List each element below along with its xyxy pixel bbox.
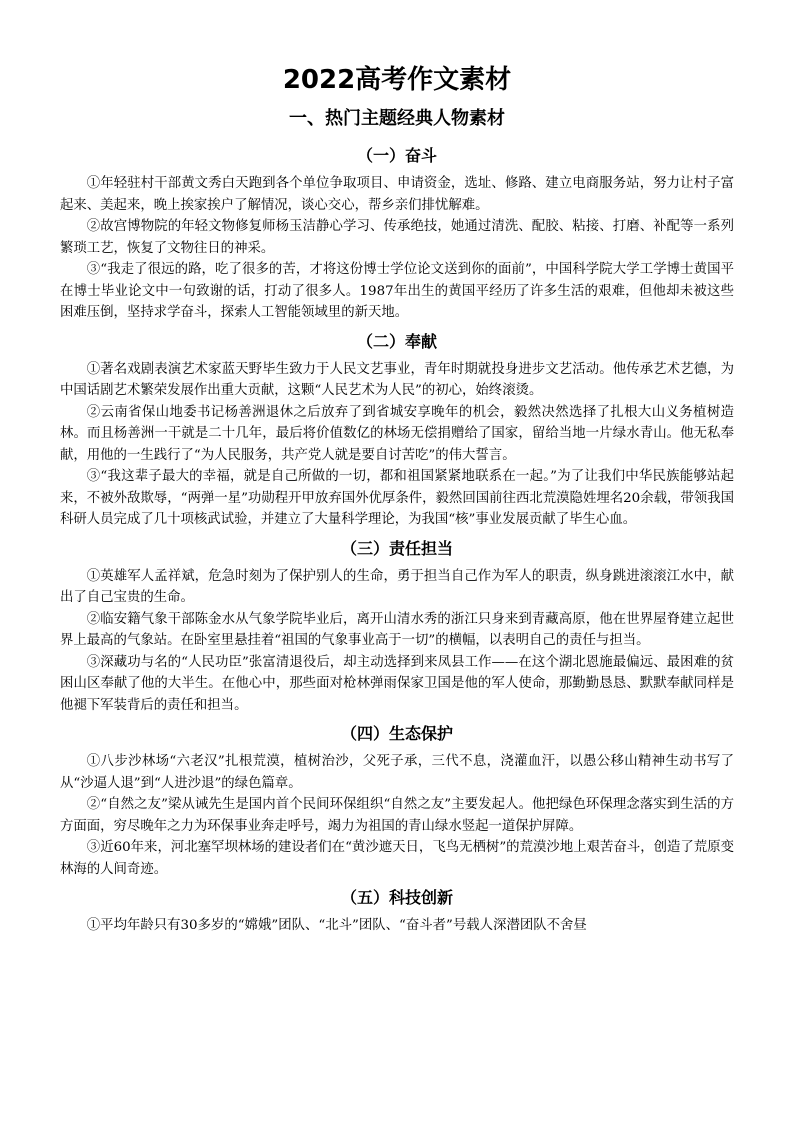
paragraph: ②临安籍气象干部陈金水从气象学院毕业后，离开山清水秀的浙江只身来到青藏高原，他在世界屋脊建立起世界上最高的气象站。在卧室里悬挂着“祖国的气象事业高于一切”的横幅，以表明自己的责任与担当。 [60,611,734,648]
paragraph: ①英雄军人孟祥斌，危急时刻为了保护别人的生命，勇于担当自己作为军人的职责，纵身跳进滚滚江水中，献出了自己宝贵的生命。 [60,568,734,605]
document-page [60,62,734,937]
part-heading: 一、热门主题经典人物素材 [289,108,505,129]
paragraph: ②故宫博物院的年轻文物修复师杨玉洁静心学习、传承绝技，她通过清洗、配胶、粘接、打磨、补配等一系列繁琐工艺，恢复了文物往日的神采。 [60,219,734,256]
paragraph: ③深藏功与名的“人民功臣”张富清退役后，却主动选择到来凤县工作——在这个湖北恩施最偏远、最困难的贫困山区奉献了他的大半生。在他心中，那些面对枪林弹雨保家卫国是他的军人使命，那勤勤恳恳、默默奉献同样是他褪下军装背后的责任和担当。 [60,654,734,713]
section-heading: （三）责任担当 [340,538,453,558]
section-struggle [60,144,734,324]
section-dedication [60,330,734,531]
section-responsibility [60,537,734,717]
paragraph: ①著名戏剧表演艺术家蓝天野毕生致力于人民文艺事业，青年时期就投身进步文艺活动。他传承艺术艺德，为中国话剧艺术繁荣发展作出重大贡献，这颗“人民艺术为人民”的初心，始终滚烫。 [60,361,734,398]
section-heading: （四）生态保护 [340,724,453,743]
paragraph: ③“我这辈子最大的幸福，就是自己所做的一切，都和祖国紧紧地联系在一起。”为了让我们中华民族能够站起来，不被外敌欺辱，“两弹一星”功勋程开甲放弃国外优厚条件，毅然回国前往西北荒漠隐姓埋名20余载，带领我国科研人员完成了几十项核武试验，并建立了大量科学理论，为我国“核”事业发展贡献了毕生心血。 [60,469,734,527]
section-heading: （一）奋斗 [356,146,437,165]
section-heading: （五）科技创新 [340,888,453,907]
section-innovation [60,886,734,937]
section-heading: （二）奉献 [356,331,437,351]
section-ecology [60,722,734,880]
paragraph: ①平均年龄只有30多岁的“嫦娥”团队、“北斗”团队、“奋斗者”号载人深潜团队不舍昼 [86,918,587,933]
paragraph: ③“我走了很远的路，吃了很多的苦，才将这份博士学位论文送到你的面前”，中国科学院大学工学博士黄国平在博士毕业论文中一句致谢的话，打动了很多人。1987年出生的黄国平经历了许多生活的艰难，但他却未被这些困难压倒，坚持求学奋斗，探索人工智能领域里的新天地。 [60,262,734,320]
paragraph: ①年轻驻村干部黄文秀白天跑到各个单位争取项目、申请资金，选址、修路、建立电商服务站，努力让村子富起来、美起来，晚上挨家挨户了解情况，谈心交心，帮乡亲们排忧解难。 [60,176,734,213]
paragraph: ①八步沙林场“六老汉”扎根荒漠，植树治沙，父死子承，三代不息，浇灌血汗，以愚公移山精神生动书写了从“沙逼人退”到“人进沙退”的绿色篇章。 [60,754,734,791]
paragraph: ②云南省保山地委书记杨善洲退休之后放弃了到省城安享晚年的机会，毅然决然选择了扎根大山义务植树造林。而且杨善洲一干就是二十几年，最后将价值数亿的林场无偿捐赠给了国家，留给当地一片绿水青山。他无私奉献，用他的一生践行了“为人民服务，共产党人就是要自讨苦吃”的伟大誓言。 [60,404,734,463]
document-title: 2022高考作文素材 [282,65,512,95]
paragraph: ②“自然之友”梁从诫先生是国内首个民间环保组织“自然之友”主要发起人。他把绿色环保理念落实到生活的方方面面，穷尽晚年之力为环保事业奔走呼号，竭力为祖国的青山绿水竖起一道保护屏障。 [60,797,734,834]
paragraph: ③近60年来，河北塞罕坝林场的建设者们在“黄沙遮天日，飞鸟无栖树”的荒漠沙地上艰苦奋斗，创造了荒原变林海的人间奇迹。 [60,840,734,877]
